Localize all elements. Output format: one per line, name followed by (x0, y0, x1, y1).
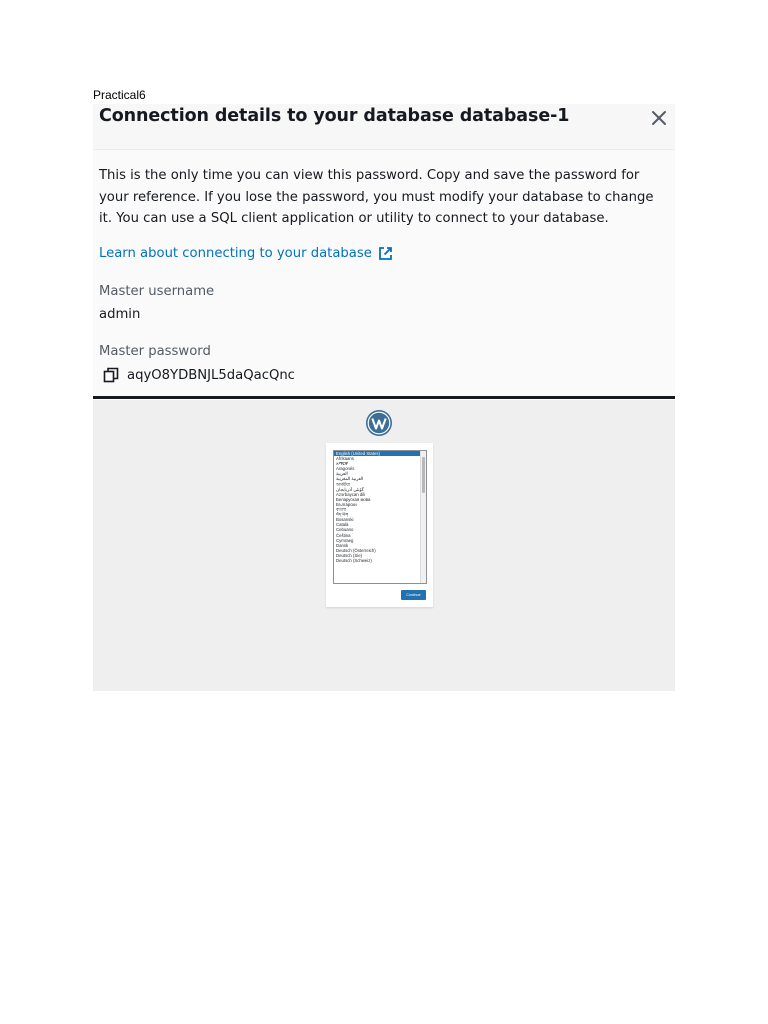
continue-button[interactable]: Continue (401, 590, 426, 600)
language-option[interactable]: Cymraeg (336, 537, 354, 543)
language-option[interactable]: Беларуская мова (336, 496, 371, 502)
connection-details-modal (93, 104, 675, 399)
language-scrollbar[interactable] (420, 451, 426, 583)
language-option[interactable]: Azərbaycan dili (336, 491, 366, 497)
copy-icon[interactable] (103, 367, 119, 383)
modal-description: This is the only time you can view this password. Copy and save the password for your reference. If you lose the password, you must modify your database to change it. You can use a SQL client application or utility to connect to your database. (99, 168, 654, 226)
modal-header (93, 104, 675, 150)
master-password-label: Master password (99, 344, 211, 359)
close-icon[interactable] (649, 108, 669, 128)
language-option[interactable]: Deutsch (Schweiz) (336, 557, 372, 563)
language-select[interactable] (333, 450, 427, 584)
wordpress-logo-icon (365, 409, 393, 437)
language-option[interactable]: العربية المغربية (336, 476, 364, 482)
language-option[interactable]: Deutsch (Österreich) (336, 547, 376, 553)
document-heading: Practical6 (93, 88, 146, 102)
modal-title: Connection details to your database database-1 (99, 106, 570, 126)
language-option[interactable]: অসমীয়া (336, 481, 350, 487)
master-username-value: admin (99, 307, 141, 322)
language-option[interactable]: Afrikaans (336, 456, 354, 462)
external-link-icon (378, 246, 393, 261)
language-option[interactable]: English (United States) (334, 451, 420, 456)
language-card (326, 443, 433, 607)
language-option[interactable]: گؤنئی آذربایجان (336, 486, 364, 492)
language-option[interactable]: Cebuano (336, 527, 354, 533)
master-username-label: Master username (99, 284, 215, 299)
language-option[interactable]: Deutsch (Sie) (336, 552, 363, 558)
language-option[interactable]: Aragonés (336, 466, 355, 472)
language-option[interactable]: བོད་ཡིག (336, 512, 349, 518)
master-password-value: aqyO8YDBNJL5daQacQnc (127, 367, 295, 383)
language-option[interactable]: Bosanski (336, 517, 354, 523)
language-option[interactable]: Dansk (336, 542, 349, 548)
scrollbar-thumb[interactable] (422, 457, 425, 493)
learn-link-label: Learn about connecting to your database (99, 246, 372, 261)
language-option[interactable]: Català (336, 522, 349, 528)
language-option[interactable]: አማርኛ (336, 461, 348, 467)
wordpress-install-screen (93, 400, 675, 691)
master-password-row (103, 367, 295, 383)
learn-connecting-link[interactable] (99, 246, 393, 261)
language-option[interactable]: বাংলা (336, 507, 346, 513)
language-option[interactable]: Български (336, 501, 357, 507)
language-option[interactable]: Čeština (336, 532, 351, 538)
language-option[interactable]: العربية (336, 471, 348, 477)
